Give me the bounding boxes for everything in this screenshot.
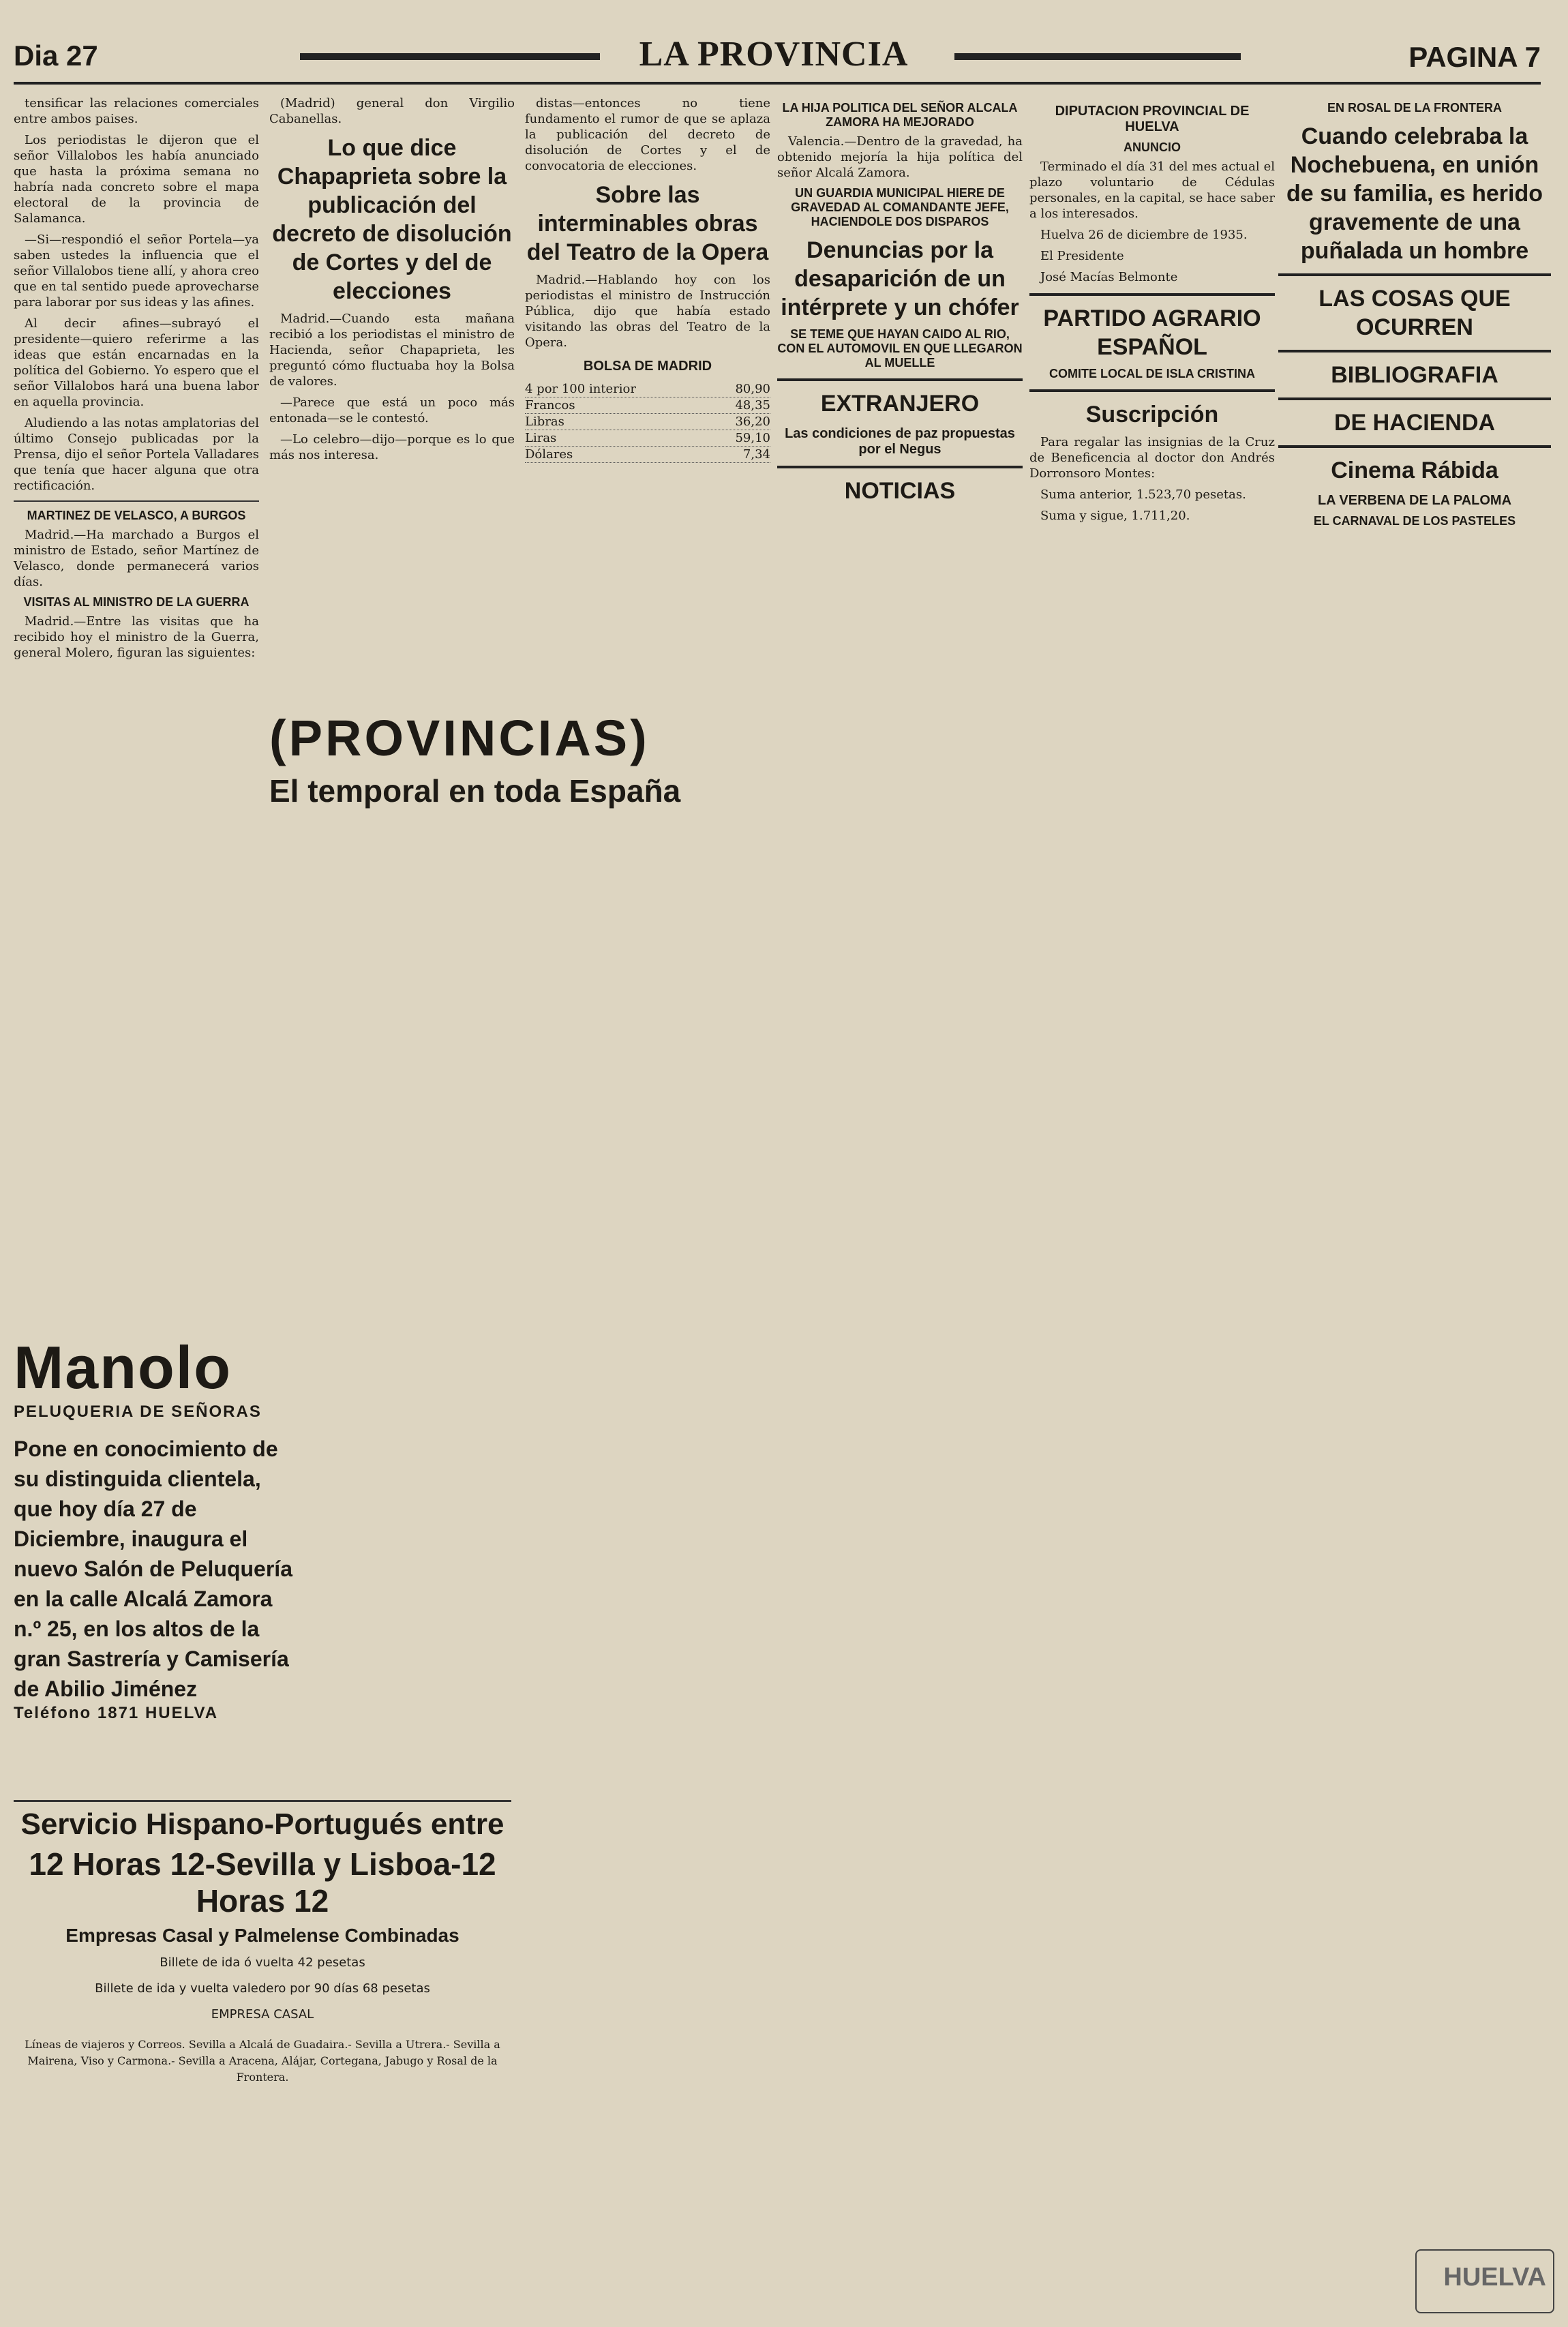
column-1 — [14, 95, 259, 666]
section-heading: LA HIJA POLITICA DEL SEÑOR ALCALA ZAMORA HA MEJORADO — [782, 101, 1018, 129]
headline: DE HACIENDA — [1333, 410, 1496, 436]
masthead — [14, 34, 1541, 85]
column-6 — [1278, 95, 1551, 532]
archive-logo-text: HUELVA — [1443, 2263, 1546, 2292]
stock-row — [525, 447, 770, 463]
subheading: COMITE LOCAL DE ISLA CRISTINA — [1049, 367, 1255, 380]
masthead-rule-left — [300, 53, 600, 60]
stock-value: 7,34 — [742, 447, 770, 462]
stock-table — [525, 381, 770, 463]
service-ad — [14, 1800, 511, 2307]
signature-label: El Presidente — [1040, 249, 1124, 263]
ad-company-small: EMPRESA CASAL — [211, 2007, 314, 2022]
section-heading: EN ROSAL DE LA FRONTERA — [1327, 101, 1502, 115]
masthead-rule-right — [954, 53, 1241, 60]
ad-body: Pone en conocimiento de su distinguida clientela, que hoy día 27 de Diciembre, inaugura el nuevo Salón de Peluquería en la calle Alcalá Zamora n.º 25, en los altos de la gran Sastrería y Camisería de Abilio Jiménez — [14, 1437, 292, 1701]
column-3 — [525, 95, 770, 463]
paragraph: —Si—respondió el señor Portela—ya saben ustedes la influencia que el señor Villalobos tiene allí, y ahora creo que en tal sentido puede aprovecharse para laborar por sus ideas y las afines. — [14, 232, 259, 310]
stock-value: 48,35 — [735, 398, 770, 412]
market-heading: BOLSA DE MADRID — [583, 359, 712, 374]
paragraph: Terminado el día 31 del mes actual el plazo voluntario de Cédulas personales, en la capital, se hace saber a los interesados. — [1029, 160, 1275, 221]
divider — [1278, 273, 1551, 276]
headline: Denuncias por la desaparición de un intérprete y un chófer — [781, 237, 1019, 320]
headline: LAS COSAS QUE OCURREN — [1318, 286, 1511, 340]
subheading: ANUNCIO — [1124, 140, 1181, 154]
divider — [14, 500, 259, 502]
paragraph: Aludiendo a las notas amplatorias del último Consejo publicadas por la Prensa, dijo el señor Portela Valladares que tenía que hacer alguna que otra rectificación. — [14, 416, 259, 493]
stock-label: Francos — [525, 398, 575, 412]
paragraph: Madrid.—Hablando hoy con los periodistas el ministro de Instrucción Pública, dijo que había estado visitando las obras del Teatro de la Opera. — [525, 273, 770, 350]
headline: LA VERBENA DE LA PALOMA — [1317, 493, 1512, 508]
section-heading: SE TEME QUE HAYAN CAIDO AL RIO, CON EL AUTOMOVIL EN QUE LLEGARON AL MUELLE — [777, 327, 1023, 370]
paragraph: distas—entonces no tiene fundamento el rumor de que se aplaza la publicación del decreto de disolución de Cortes y el de convocatoria de elecciones. — [525, 96, 770, 173]
headline: BIBLIOGRAFIA — [1331, 362, 1498, 388]
stock-label: Dólares — [525, 447, 573, 462]
section-heading: DIPUTACION PROVINCIAL DE HUELVA — [1055, 104, 1250, 134]
headline: El temporal en toda España — [269, 773, 681, 809]
ad-title: Servicio Hispano-Portugués entre — [20, 1807, 504, 1841]
issue-day: Dia 27 — [14, 40, 98, 72]
stock-row — [525, 381, 770, 397]
archive-logo — [1415, 2249, 1554, 2313]
stock-value: 36,20 — [735, 415, 770, 429]
section-title: NOTICIAS — [844, 478, 956, 504]
paragraph: Al decir afines—subrayó el presidente—quiero referirme a las ideas que están encarnadas en la política del Gobierno. Yo espero que el señor Villalobos hará una buena labor en aquella provincia. — [14, 316, 259, 409]
headline: Suscripción — [1085, 402, 1219, 427]
page-number: PAGINA 7 — [1408, 41, 1541, 73]
column-5 — [1029, 95, 1275, 529]
ad-route: 12 Horas 12-Sevilla y Lisboa-12 Horas 12 — [29, 1846, 496, 1919]
divider — [1278, 350, 1551, 352]
manolo-ad — [14, 1333, 293, 1723]
subheading: EL CARNAVAL DE LOS PASTELES — [1313, 514, 1516, 528]
paragraph: —Lo celebro—dijo—porque es lo que más nos interesa. — [269, 432, 515, 462]
stock-label: Liras — [525, 431, 557, 445]
column-4 — [777, 95, 1023, 511]
ad-brand: Manolo — [14, 1334, 232, 1401]
ad-company: Empresas Casal y Palmelense Combinadas — [65, 1925, 459, 1946]
stock-label: Libras — [525, 415, 564, 429]
ad-subtitle: PELUQUERIA DE SEÑORAS — [14, 1402, 262, 1421]
sum-line: Suma anterior, 1.523,70 pesetas. — [1040, 487, 1246, 502]
paragraph: Valencia.—Dentro de la gravedad, ha obtenido mejoría la hija política del señor Alcalá Zamora. — [777, 134, 1023, 180]
paragraph: Madrid.—Entre las visitas que ha recibido hoy el ministro de la Guerra, general Molero, figuran las siguientes: — [14, 614, 259, 660]
section-title: EXTRANJERO — [820, 391, 980, 417]
headline: PARTIDO AGRARIO ESPAÑOL — [1043, 305, 1261, 360]
paragraph: Para regalar las insignias de la Cruz de Beneficencia al doctor don Andrés Dorronsoro Montes: — [1029, 435, 1275, 481]
ad-lines: Líneas de viajeros y Correos. Sevilla a Alcalá de Guadaira.- Sevilla a Utrera.- Sevilla a Mairena, Viso y Carmona.- Sevilla a Aracena, Alájar, Cortegana, Jabugo y Rosal de la Frontera. — [25, 2038, 500, 2084]
paragraph: Madrid.—Cuando esta mañana recibió a los periodistas el ministro de Hacienda, señor Chapaprieta, les preguntó cómo fluctuaba hoy la Bolsa de valores. — [269, 312, 515, 389]
provincias-block — [269, 709, 781, 809]
divider — [1029, 389, 1275, 392]
column-2 — [269, 95, 515, 468]
section-heading: VISITAS AL MINISTRO DE LA GUERRA — [23, 595, 250, 609]
paragraph: tensificar las relaciones comerciales entre ambos paises. — [14, 96, 259, 126]
section-heading: UN GUARDIA MUNICIPAL HIERE DE GRAVEDAD AL COMANDANTE JEFE, HACIENDOLE DOS DISPAROS — [791, 186, 1009, 228]
headline: Cuando celebraba la Nochebuena, en unión de su familia, es herido gravemente de una puñalada un hombre — [1286, 123, 1543, 264]
ad-price-1: Billete de ida ó vuelta 42 pesetas — [160, 1955, 365, 1970]
sum-line: Suma y sigue, 1.711,20. — [1040, 509, 1190, 523]
ad-price-2: Billete de ida y vuelta valedero por 90 días 68 pesetas — [95, 1981, 430, 1996]
divider — [1278, 445, 1551, 448]
paragraph: Los periodistas le dijeron que el señor Villalobos les había anunciado que hasta la próxima semana no habría nada concreto sobre el mapa electoral de la provincia de Salamanca. — [14, 133, 259, 226]
signature-name: José Macías Belmonte — [1040, 270, 1178, 284]
stock-row — [525, 414, 770, 430]
headline: Cinema Rábida — [1331, 457, 1498, 483]
paragraph: Madrid.—Ha marchado a Burgos el ministro de Estado, señor Martínez de Velasco, donde permanecerá varios días. — [14, 528, 259, 589]
headline: Sobre las interminables obras del Teatro de la Opera — [526, 182, 769, 265]
date: Huelva 26 de diciembre de 1935. — [1040, 228, 1248, 242]
paragraph: —Parece que está un poco más entonada—se le contestó. — [269, 395, 515, 425]
headline: Lo que dice Chapaprieta sobre la publicación del decreto de disolución de Cortes y del de elecciones — [272, 135, 512, 304]
divider — [777, 466, 1023, 468]
headline: Las condiciones de paz propuestas por el Negus — [785, 426, 1015, 457]
paragraph: (Madrid) general don Virgilio Cabanellas. — [269, 96, 515, 126]
stock-label: 4 por 100 interior — [525, 382, 636, 396]
section-heading: MARTINEZ DE VELASCO, A BURGOS — [27, 509, 246, 522]
ad-phone: Teléfono 1871 HUELVA — [14, 1704, 219, 1722]
stock-row — [525, 397, 770, 414]
divider — [1278, 397, 1551, 400]
section-title: (PROVINCIAS) — [269, 710, 650, 766]
stock-value: 80,90 — [735, 382, 770, 396]
newspaper-title: LA PROVINCIA — [639, 35, 909, 74]
stock-value: 59,10 — [735, 431, 770, 445]
stock-row — [525, 430, 770, 447]
divider — [777, 378, 1023, 381]
divider — [1029, 293, 1275, 296]
